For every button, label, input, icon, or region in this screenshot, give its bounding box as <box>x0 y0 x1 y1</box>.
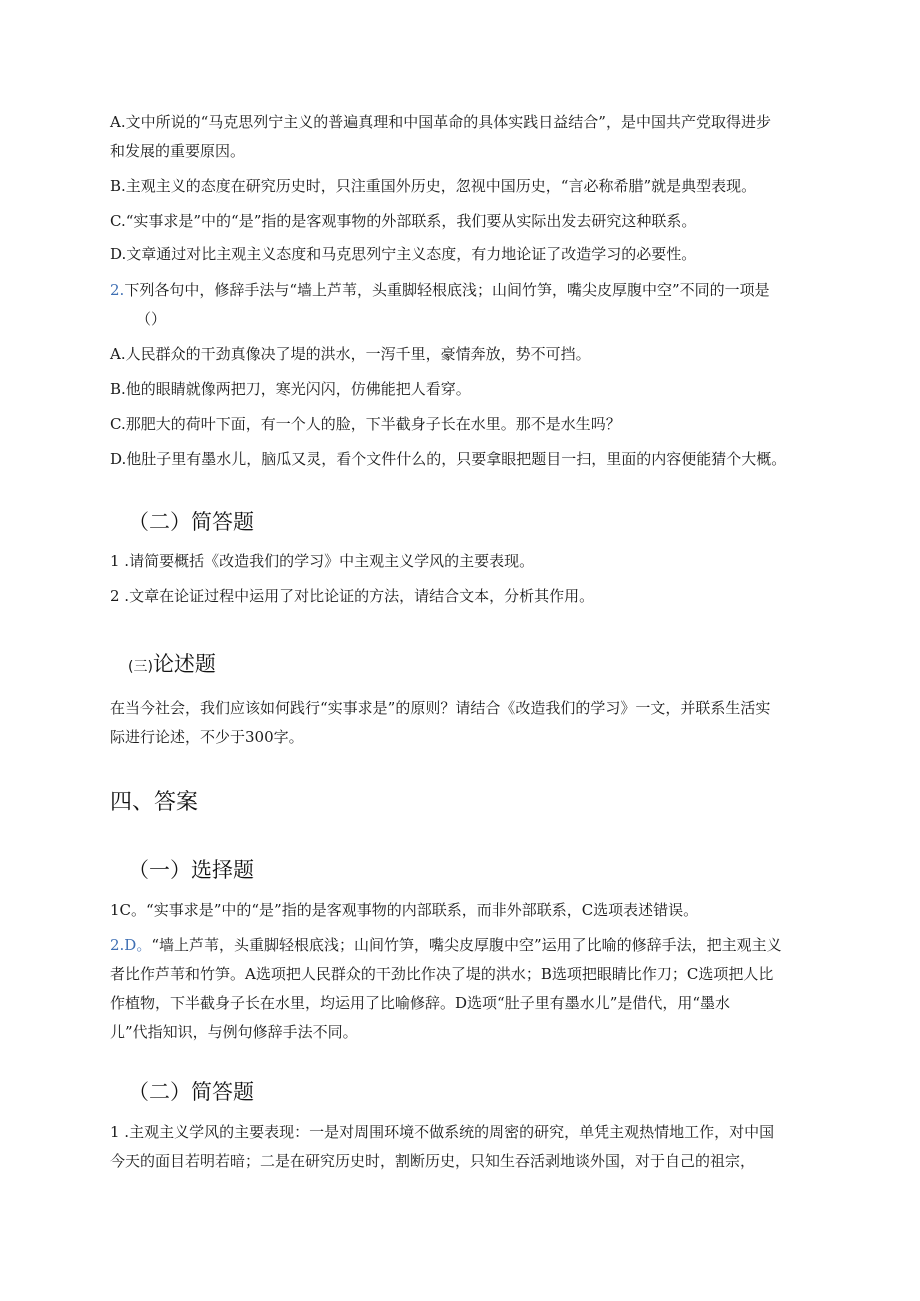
section-title: 选择题 <box>191 858 254 882</box>
section-short-answer-heading <box>128 508 254 536</box>
q2-number: 2. <box>110 281 125 299</box>
section-essay-marker: (三) <box>128 659 153 675</box>
section-label: 一 <box>149 858 170 882</box>
q2-stem-line2: （） <box>136 310 167 328</box>
answer-short-1-line1: 1 .主观主义学风的主要表现：一是对周围环境不做系统的周密的研究，单凭主观热情地工作，对中国 <box>110 1123 775 1141</box>
section-paren-open: （ <box>128 510 149 534</box>
answer-choice-2-text: “墙上芦苇，头重脚轻根底浅；山间竹笋，嘴尖皮厚腹中空”运用了比喻的修辞手法，把主观主义 <box>151 936 782 954</box>
section-choice-heading <box>128 856 254 884</box>
q2-option-a: A.人民群众的干劲真像决了堤的洪水，一泻千里，豪情奔放，势不可挡。 <box>110 345 591 363</box>
answer-choice-2-number: 2.D。 <box>110 936 152 954</box>
section-label: 二 <box>149 1080 170 1104</box>
answer-choice-2-line1 <box>110 935 810 955</box>
section-paren-close: ） <box>170 1080 191 1104</box>
answer-choice-2-line3: 作植物，下半截身子长在水里，均运用了比喻修辞。D选项“肚子里有墨水儿”是借代，用“墨水 <box>110 994 731 1012</box>
q2-stem-line1 <box>110 280 810 300</box>
section-short-answer-2-heading <box>128 1078 254 1106</box>
q1-option-c: C.“实事求是”中的“是”指的是客观事物的外部联系，我们要从实际出发去研究这种联系。 <box>110 212 697 230</box>
section-paren-open: （ <box>128 858 149 882</box>
answer-choice-2-line4: 儿”代指知识，与例句修辞手法不同。 <box>110 1023 358 1041</box>
short-answer-q2: 2 .文章在论证过程中运用了对比论证的方法，请结合文本，分析其作用。 <box>110 587 595 605</box>
q2-option-b: B.他的眼睛就像两把刀，寒光闪闪，仿佛能把人看穿。 <box>110 380 471 398</box>
q2-option-d: D.他肚子里有墨水儿，脑瓜又灵，看个文件什么的，只要拿眼把题目一扫，里面的内容便能猜个大概。 <box>110 450 787 468</box>
q2-stem-text: 下列各句中，修辞手法与“墙上芦苇，头重脚轻根底浅；山间竹笋，嘴尖皮厚腹中空”不同的一项是 <box>124 281 770 299</box>
section-paren-close: ） <box>170 858 191 882</box>
section-paren-close: ） <box>170 510 191 534</box>
answer-choice-1: 1C。“实事求是”中的“是”指的是客观事物的内部联系，而非外部联系，C选项表述错误。 <box>110 901 699 919</box>
section-essay-heading <box>128 650 216 681</box>
q1-option-b: B.主观主义的态度在研究历史时，只注重国外历史，忽视中国历史，“言必称希腊”就是典型表现。 <box>110 177 757 195</box>
answer-choice-2-line2: 者比作芦苇和竹笋。A选项把人民群众的干劲比作决了堤的洪水；B选项把眼睛比作刀；C选项把人比 <box>110 965 774 983</box>
section-label: 二 <box>149 510 170 534</box>
short-answer-q1: 1 .请简要概括《改造我们的学习》中主观主义学风的主要表现。 <box>110 552 535 570</box>
answers-heading: 四、答案 <box>110 790 199 815</box>
q1-option-a-line2: 和发展的重要原因。 <box>110 142 246 160</box>
answer-short-1-line2: 今天的面目若明若暗；二是在研究历史时，割断历史，只知生吞活剥地谈外国，对于自己的祖宗， <box>110 1152 756 1170</box>
essay-prompt-line2: 际进行论述，不少于300字。 <box>110 728 304 746</box>
q1-option-a-line1: A.文中所说的“马克思列宁主义的普遍真理和中国革命的具体实践日益结合”，是中国共产党取得进步 <box>110 113 771 131</box>
q1-option-d: D.文章通过对比主观主义态度和马克思列宁主义态度，有力地论证了改造学习的必要性。 <box>110 245 697 263</box>
essay-prompt-line1: 在当今社会，我们应该如何践行“实事求是”的原则？请结合《改造我们的学习》一文，并联系生活实 <box>110 699 771 717</box>
section-title: 简答题 <box>191 510 254 534</box>
section-paren-open: （ <box>128 1080 149 1104</box>
q2-option-c: C.那肥大的荷叶下面，有一个人的脸，下半截身子长在水里。那不是水生吗？ <box>110 415 621 433</box>
section-title: 简答题 <box>191 1080 254 1104</box>
section-essay-title: 论述题 <box>152 652 216 676</box>
